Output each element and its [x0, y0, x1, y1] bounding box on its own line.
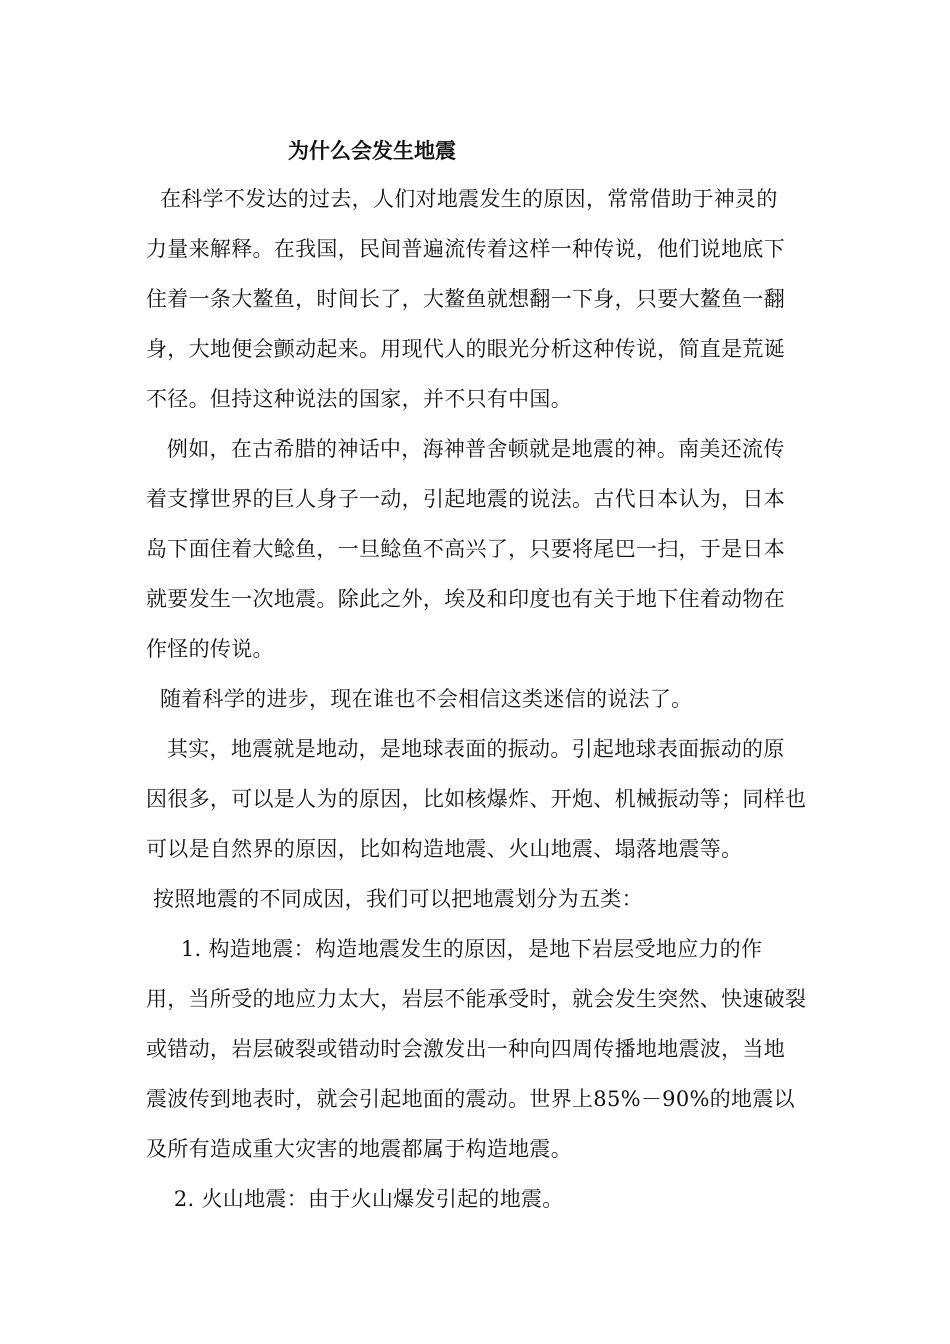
paragraph-line: 或错动，岩层破裂或错动时会激发出一种向四周传播地地震波，当地 [146, 1037, 785, 1061]
paragraph-line: 作怪的传说。 [146, 637, 274, 661]
paragraph-line: 用，当所受的地应力太大，岩层不能承受时，就会发生突然、快速破裂 [146, 987, 807, 1011]
paragraph-line: 着支撑世界的巨人身子一动，引起地震的说法。古代日本认为，日本 [146, 487, 785, 511]
paragraph-line: 2. 火山地震：由于火山爆发引起的地震。 [146, 1187, 564, 1211]
paragraph-line: 震波传到地表时，就会引起地面的震动。世界上85%－90%的地震以 [146, 1087, 795, 1111]
paragraph-line: 不径。但持这种说法的国家，并不只有中国。 [146, 387, 572, 411]
paragraph-line: 其实，地震就是地动，是地球表面的振动。引起地球表面振动的原 [146, 737, 785, 761]
paragraph-line: 住着一条大鳌鱼，时间长了，大鳌鱼就想翻一下身，只要大鳌鱼一翻 [146, 287, 785, 311]
paragraph-line: 按照地震的不同成因，我们可以把地震划分为五类： [146, 887, 643, 911]
paragraph-line: 身，大地便会颤动起来。用现代人的眼光分析这种传说，简直是荒诞 [146, 337, 785, 361]
paragraph-line: 岛下面住着大鲶鱼，一旦鲶鱼不高兴了，只要将尾巴一扫，于是日本 [146, 537, 785, 561]
paragraph-line: 因很多，可以是人为的原因，比如核爆炸、开炮、机械振动等；同样也 [146, 787, 807, 811]
document-title: 为什么会发生地震 [288, 138, 456, 163]
paragraph-line: 在科学不发达的过去，人们对地震发生的原因，常常借助于神灵的 [146, 187, 778, 211]
paragraph-line: 可以是自然界的原因，比如构造地震、火山地震、塌落地震等。 [146, 837, 743, 861]
paragraph-line: 力量来解释。在我国，民间普遍流传着这样一种传说，他们说地底下 [146, 237, 785, 261]
paragraph-line: 随着科学的进步，现在谁也不会相信这类迷信的说法了。 [146, 687, 693, 711]
paragraph-line: 就要发生一次地震。除此之外，埃及和印度也有关于地下住着动物在 [146, 587, 785, 611]
paragraph-line: 1. 构造地震：构造地震发生的原因，是地下岩层受地应力的作 [146, 937, 763, 961]
paragraph-line: 例如，在古希腊的神话中，海神普舍顿就是地震的神。南美还流传 [146, 437, 785, 461]
paragraph-line: 及所有造成重大灾害的地震都属于构造地震。 [146, 1137, 572, 1161]
